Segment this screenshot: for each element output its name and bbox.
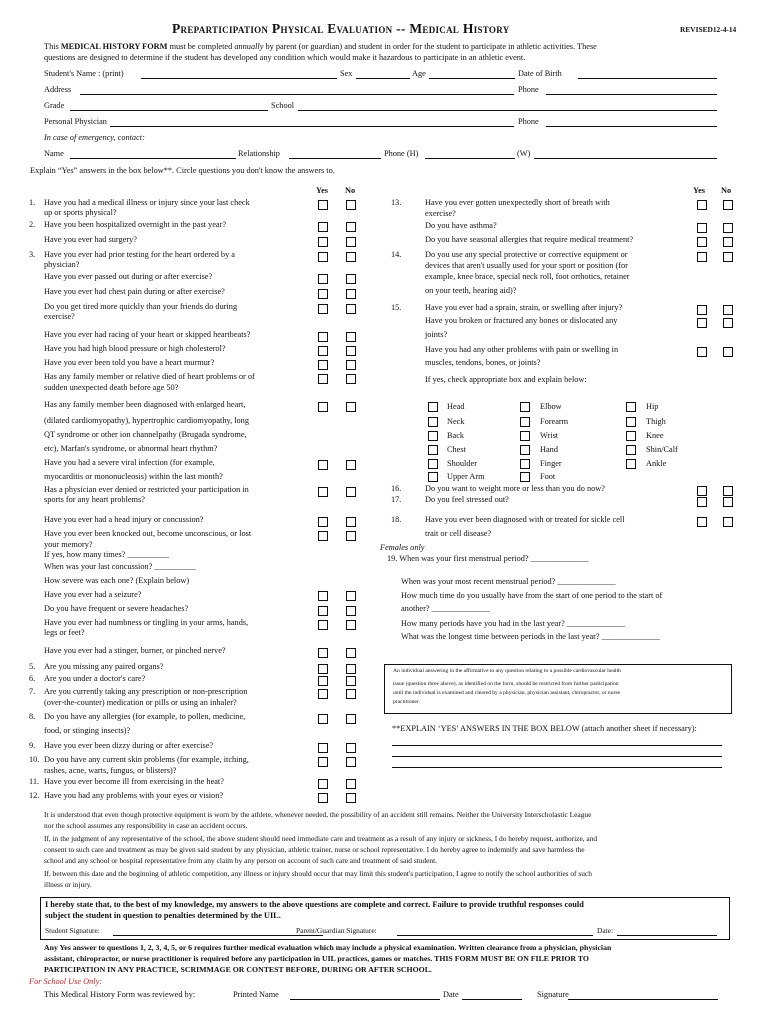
phone2-input[interactable] xyxy=(546,126,717,127)
body-part-label: Knee xyxy=(646,431,664,440)
notice-line: issue (question three above), as identified on the form, should be restricted from further participation xyxy=(393,681,619,687)
intro-line-1: This MEDICAL HISTORY FORM must be completed annually by parent (or guardian) and student in order for the student to participate in athletic activities. These xyxy=(44,42,597,51)
no-checkbox[interactable] xyxy=(346,487,356,497)
body-part-label: Thigh xyxy=(646,417,666,426)
yes-checkbox[interactable] xyxy=(318,664,328,674)
yes-checkbox[interactable] xyxy=(318,757,328,767)
grade-label: Grade xyxy=(44,101,65,110)
question-text: sudden unexpected death before age 50? xyxy=(44,383,179,392)
yes-checkbox[interactable] xyxy=(318,531,328,541)
revised-date: REVISED12-4-14 xyxy=(680,25,737,34)
physician-label: Personal Physician xyxy=(44,117,107,126)
yes-checkbox[interactable] xyxy=(318,237,328,247)
yes-checkbox[interactable] xyxy=(318,200,328,210)
question-text: (over-the-counter) medication or pills or using an inhaler? xyxy=(44,698,237,707)
question-text: trait or cell disease? xyxy=(425,529,492,538)
question-text: myocarditis or mononucleosis) within the last month? xyxy=(44,472,223,481)
question-number: 12. xyxy=(29,791,40,800)
question-text: Are you under a doctor's care? xyxy=(44,674,146,683)
body-part-label: Upper Arm xyxy=(447,472,485,481)
yes-checkbox[interactable] xyxy=(318,222,328,232)
yes-checkbox[interactable] xyxy=(697,497,707,507)
no-checkbox[interactable] xyxy=(723,200,733,210)
question-text: rashes, acne, warts, fungus, or blisters)? xyxy=(44,766,177,775)
student-signature-input[interactable] xyxy=(113,935,323,936)
yes-checkbox[interactable] xyxy=(318,289,328,299)
yes-checkbox[interactable] xyxy=(697,237,707,247)
yes-checkbox[interactable] xyxy=(318,304,328,314)
question-text: Do you have seasonal allergies that require medical treatment? xyxy=(425,235,634,244)
question-text: If yes, how many times? __________ xyxy=(44,550,169,559)
body-part-checkbox[interactable] xyxy=(428,459,438,469)
question-text: Have you ever passed out during or after exercise? xyxy=(44,272,213,281)
question-text: up or sports physical? xyxy=(44,208,117,217)
liability-paragraph: nor the school assumes any responsibility in case an accident occurs. xyxy=(44,821,248,830)
yes-checkbox[interactable] xyxy=(318,689,328,699)
yes-checkbox[interactable] xyxy=(318,487,328,497)
no-checkbox[interactable] xyxy=(346,689,356,699)
body-part-checkbox[interactable] xyxy=(626,459,636,469)
yes-checkbox[interactable] xyxy=(318,252,328,262)
question-text: Have you ever had prior testing for the heart ordered by a xyxy=(44,250,235,259)
question-number: 11. xyxy=(29,777,40,786)
body-part-checkbox[interactable] xyxy=(626,445,636,455)
yes-checkbox[interactable] xyxy=(697,305,707,315)
no-checkbox[interactable] xyxy=(346,360,356,370)
no-checkbox[interactable] xyxy=(346,346,356,356)
address-input[interactable] xyxy=(80,94,514,95)
question-number: 3. xyxy=(29,250,36,259)
question-number: 10. xyxy=(29,755,40,764)
body-part-checkbox[interactable] xyxy=(428,445,438,455)
period-longest-question: What was the longest time between periods in the last year? ______________ xyxy=(401,632,660,641)
yes-checkbox[interactable] xyxy=(318,779,328,789)
question-text: Have you ever had a sprain, strain, or swelling after injury? xyxy=(425,303,623,312)
question-text: (dilated cardiomyopathy), hypertrophic cardiomyopathy, long xyxy=(44,416,249,425)
question-text: Do you have frequent or severe headaches? xyxy=(44,604,189,613)
no-checkbox[interactable] xyxy=(346,714,356,724)
yes-checkbox[interactable] xyxy=(697,252,707,262)
no-checkbox[interactable] xyxy=(346,517,356,527)
question-number: 9. xyxy=(29,741,36,750)
no-checkbox[interactable] xyxy=(346,620,356,630)
question-text: When was your last concussion? __________ xyxy=(44,562,196,571)
phone-w-label: (W) xyxy=(517,149,531,158)
question-text: sports for any heart problems? xyxy=(44,495,145,504)
consent-paragraph: school and any school or hospital representative from any claim by any person on account of such care and treatment of said student. xyxy=(44,856,438,865)
no-checkbox[interactable] xyxy=(346,664,356,674)
physician-input[interactable] xyxy=(110,126,514,127)
question-text: Are you missing any paired organs? xyxy=(44,662,164,671)
explain-instruction: Explain “Yes” answers in the box below**. Circle questions you don't know the answers to. xyxy=(30,166,335,175)
question-text: Do you want to weight more or less than you do now? xyxy=(425,484,605,493)
body-part-checkbox[interactable] xyxy=(520,472,530,482)
no-checkbox[interactable] xyxy=(346,648,356,658)
question-text: your memory? xyxy=(44,540,93,549)
question-text: Have you ever been diagnosed with or treated for sickle cell xyxy=(425,515,625,524)
body-part-label: Finger xyxy=(540,459,562,468)
question-text: joints? xyxy=(425,330,448,339)
question-text: Do you get tired more quickly than your friends do during xyxy=(44,302,238,311)
phone-input[interactable] xyxy=(546,94,717,95)
body-part-checkbox[interactable] xyxy=(520,402,530,412)
relationship-input[interactable] xyxy=(289,158,381,159)
review-signature-label: Signature xyxy=(537,990,569,999)
question-text: Do you use any special protective or corrective equipment or xyxy=(425,250,628,259)
question-text: Have you ever had surgery? xyxy=(44,235,137,244)
yes-checkbox[interactable] xyxy=(318,374,328,384)
yes-checkbox[interactable] xyxy=(318,402,328,412)
no-checkbox[interactable] xyxy=(346,222,356,232)
parent-signature-input[interactable] xyxy=(397,935,593,936)
body-part-checkbox[interactable] xyxy=(428,402,438,412)
form-title: Preparticipation Physical Evaluation -- Medical History xyxy=(172,21,510,36)
no-checkbox[interactable] xyxy=(346,531,356,541)
certification-box xyxy=(40,897,730,940)
yes-checkbox[interactable] xyxy=(318,517,328,527)
yes-checkbox[interactable] xyxy=(318,648,328,658)
no-checkbox[interactable] xyxy=(723,497,733,507)
question-number: 14. xyxy=(391,250,402,259)
body-part-label: Foot xyxy=(540,472,556,481)
body-part-label: Ankle xyxy=(646,459,667,468)
printed-name-label: Printed Name xyxy=(233,990,279,999)
no-checkbox[interactable] xyxy=(346,460,356,470)
body-part-label: Forearm xyxy=(540,417,569,426)
notice-line: An individual answering in the affirmative to any question relating to a possible cardiovascular health xyxy=(393,668,621,674)
contact-name-label: Name xyxy=(44,149,64,158)
no-checkbox[interactable] xyxy=(346,793,356,803)
no-checkbox[interactable] xyxy=(346,237,356,247)
liability-paragraph: It is understood that even though protective equipment is worn by the athlete, whenever needed, the possibility of an accident still remains. Neither the University Interscholastic League xyxy=(44,810,592,819)
body-part-checkbox[interactable] xyxy=(626,431,636,441)
no-checkbox[interactable] xyxy=(346,402,356,412)
school-use-label: For School Use Only: xyxy=(29,977,103,986)
phone-w-input[interactable] xyxy=(534,158,717,159)
question-text: Have you ever had racing of your heart or skipped heartbeats? xyxy=(44,330,251,339)
review-date-label: Date xyxy=(443,990,459,999)
question-text: Have you had a severe viral infection (for example, xyxy=(44,458,215,467)
date-input[interactable] xyxy=(617,935,717,936)
no-checkbox[interactable] xyxy=(346,252,356,262)
question-text: Do you have any allergies (for example, to pollen, medicine, xyxy=(44,712,246,721)
yes-checkbox[interactable] xyxy=(318,606,328,616)
question-text: Have you had high blood pressure or high cholesterol? xyxy=(44,344,226,353)
no-checkbox[interactable] xyxy=(346,779,356,789)
yes-checkbox[interactable] xyxy=(318,743,328,753)
yes-header-right: Yes xyxy=(693,186,705,195)
question-text: Have you ever been dizzy during or after exercise? xyxy=(44,741,214,750)
final-statement: assistant, chiropractor, or nurse practitioner is required before any participation in UIL practices, games or matches. THIS FORM MUST BE ON FILE PRIOR TO xyxy=(44,954,589,963)
question-text: Has any family member or relative died of heart problems or of xyxy=(44,372,255,381)
review-date-input[interactable] xyxy=(462,999,522,1000)
question-text: Have you had any problems with your eyes or vision? xyxy=(44,791,224,800)
yes-checkbox[interactable] xyxy=(318,620,328,630)
question-text: Do you have any current skin problems (for example, itching, xyxy=(44,755,249,764)
no-header-right: No xyxy=(721,186,732,195)
phone-label: Phone xyxy=(518,85,539,94)
question-text: Have you ever been knocked out, become unconscious, or lost xyxy=(44,529,252,538)
body-part-checkbox[interactable] xyxy=(520,431,530,441)
question-text: QT syndrome or other ion channelpathy (Brugada syndrome, xyxy=(44,430,247,439)
contact-name-input[interactable] xyxy=(70,158,236,159)
question-text: Do you have asthma? xyxy=(425,221,497,230)
notify-paragraph: If, between this date and the beginning of athletic competition, any illness or injury should occur that may limit this student's participation, I agree to notify the school authorities of such xyxy=(44,869,592,878)
no-checkbox[interactable] xyxy=(723,486,733,496)
final-statement: Any Yes answer to questions 1, 2, 3, 4, 5, or 6 requires further medical evaluation which may include a physical examination. Written clearance from a physician, physician xyxy=(44,943,612,952)
final-statement: PARTICIPATION IN ANY PRACTICE, SCRIMMAGE OR CONTEST BEFORE, DURING OR AFTER SCHOOL. xyxy=(44,965,432,974)
notify-paragraph: illness or injury. xyxy=(44,880,92,889)
no-checkbox[interactable] xyxy=(723,223,733,233)
question-text: Have you ever had a stinger, burner, or pinched nerve? xyxy=(44,646,226,655)
date-label: Date: xyxy=(597,926,614,935)
no-checkbox[interactable] xyxy=(723,347,733,357)
question-number: 17. xyxy=(391,495,402,504)
school-input[interactable] xyxy=(298,110,717,111)
question-text: Have you ever had a head injury or concussion? xyxy=(44,515,204,524)
notice-line: practitioner. xyxy=(393,699,420,705)
explain-line[interactable] xyxy=(392,767,722,768)
no-checkbox[interactable] xyxy=(723,305,733,315)
no-checkbox[interactable] xyxy=(346,591,356,601)
yes-header-left: Yes xyxy=(316,186,328,195)
question-text: example, knee brace, special neck roll, foot orthotics, retainer xyxy=(425,272,630,281)
question-text: Have you ever gotten unexpectedly short of breath with xyxy=(425,198,610,207)
question-text: If yes, check appropriate box and explain below: xyxy=(425,375,587,384)
question-text: etc), Marfan's syndrome, or abnormal heart rhythm? xyxy=(44,444,218,453)
body-part-label: Shin/Calf xyxy=(646,445,678,454)
question-text: food, or stinging insects)? xyxy=(44,726,131,735)
question-text: Have you ever had a seizure? xyxy=(44,590,142,599)
phone2-label: Phone xyxy=(518,117,539,126)
printed-name-input[interactable] xyxy=(290,999,440,1000)
sex-label: Sex xyxy=(340,69,353,78)
question-number: 7. xyxy=(29,687,36,696)
question-text: devices that aren't usually used for your sport or position (for xyxy=(425,261,628,270)
body-part-label: Hand xyxy=(540,445,558,454)
question-text: How severe was each one? (Explain below) xyxy=(44,576,190,585)
recent-period-question: When was your most recent menstrual period? ______________ xyxy=(401,577,616,586)
no-checkbox[interactable] xyxy=(723,252,733,262)
sex-input[interactable] xyxy=(356,78,410,79)
body-part-label: Hip xyxy=(646,402,659,411)
yes-checkbox[interactable] xyxy=(318,793,328,803)
no-checkbox[interactable] xyxy=(346,304,356,314)
yes-checkbox[interactable] xyxy=(318,332,328,342)
reviewed-by-label: This Medical History Form was reviewed by: xyxy=(44,990,196,999)
yes-checkbox[interactable] xyxy=(697,200,707,210)
no-checkbox[interactable] xyxy=(346,743,356,753)
question-number: 15. xyxy=(391,303,402,312)
age-label: Age xyxy=(412,69,426,78)
cardiovascular-notice-box xyxy=(384,664,732,714)
body-part-label: Elbow xyxy=(540,402,562,411)
question-text: Have you ever become ill from exercising in the heat? xyxy=(44,777,224,786)
question-text: Have you had a medical illness or injury since your last check xyxy=(44,198,250,207)
body-part-checkbox[interactable] xyxy=(428,472,438,482)
body-part-checkbox[interactable] xyxy=(520,459,530,469)
review-signature-input[interactable] xyxy=(568,999,718,1000)
explain-line[interactable] xyxy=(392,756,722,757)
yes-checkbox[interactable] xyxy=(318,676,328,686)
question-number: 18. xyxy=(391,515,402,524)
question-text: Do you feel stressed out? xyxy=(425,495,509,504)
question-number: 5. xyxy=(29,662,36,671)
yes-checkbox[interactable] xyxy=(697,223,707,233)
no-checkbox[interactable] xyxy=(723,517,733,527)
no-checkbox[interactable] xyxy=(723,237,733,247)
relationship-label: Relationship xyxy=(238,149,280,158)
grade-input[interactable] xyxy=(70,110,268,111)
no-checkbox[interactable] xyxy=(346,274,356,284)
question-text: Have you ever been told you have a heart murmur? xyxy=(44,358,215,367)
body-part-label: Head xyxy=(447,402,465,411)
notice-line: until the individual is examined and cleared by a physician, physician assistant, chiropractor, or nurse xyxy=(393,690,621,696)
school-label: School xyxy=(271,101,295,110)
no-checkbox[interactable] xyxy=(346,332,356,342)
question-text: on your teeth, hearing aid)? xyxy=(425,286,517,295)
yes-checkbox[interactable] xyxy=(318,274,328,284)
question-number: 2. xyxy=(29,220,36,229)
dob-input[interactable] xyxy=(578,78,717,79)
question-text: Have you ever had numbness or tingling in your arms, hands, xyxy=(44,618,249,627)
question-number: 1. xyxy=(29,198,36,207)
age-input[interactable] xyxy=(429,78,515,79)
question-number: 13. xyxy=(391,198,402,207)
question-text: physician? xyxy=(44,260,80,269)
explain-line[interactable] xyxy=(392,745,722,746)
no-checkbox[interactable] xyxy=(346,757,356,767)
phone-h-label: Phone (H) xyxy=(384,149,419,158)
no-checkbox[interactable] xyxy=(723,318,733,328)
student-name-input[interactable] xyxy=(141,78,337,79)
question-number: 8. xyxy=(29,712,36,721)
intro-line-2: questions are designed to determine if the student has developed any condition which would make it hazardous to participate in an athletic event. xyxy=(44,53,526,62)
no-checkbox[interactable] xyxy=(346,374,356,384)
question-text: Have you broken or fractured any bones or dislocated any xyxy=(425,316,618,325)
question-text: legs or feet? xyxy=(44,628,85,637)
student-name-label: Student's Name : (print) xyxy=(44,69,124,78)
body-part-label: Shoulder xyxy=(447,459,477,468)
no-checkbox[interactable] xyxy=(346,606,356,616)
body-part-label: Chest xyxy=(447,445,466,454)
body-part-checkbox[interactable] xyxy=(428,417,438,427)
question-text: exercise? xyxy=(44,312,75,321)
body-part-label: Wrist xyxy=(540,431,559,440)
yes-checkbox[interactable] xyxy=(318,714,328,724)
question-text: Are you currently taking any prescription or non-prescription xyxy=(44,687,248,696)
body-part-checkbox[interactable] xyxy=(520,445,530,455)
yes-checkbox[interactable] xyxy=(697,347,707,357)
first-period-question: 19. When was your first menstrual period? ______________ xyxy=(387,554,589,563)
certify-text: I hereby state that, to the best of my knowledge, my answers to the above questions are complete and correct. Failure to provide truthful responses could xyxy=(45,900,584,909)
yes-checkbox[interactable] xyxy=(318,460,328,470)
body-part-checkbox[interactable] xyxy=(428,431,438,441)
emergency-label: In case of emergency, contact: xyxy=(44,133,145,142)
question-number: 16. xyxy=(391,484,402,493)
body-part-label: Back xyxy=(447,431,465,440)
question-text: exercise? xyxy=(425,209,456,218)
body-part-checkbox[interactable] xyxy=(626,402,636,412)
yes-checkbox[interactable] xyxy=(318,591,328,601)
no-checkbox[interactable] xyxy=(346,676,356,686)
no-checkbox[interactable] xyxy=(346,200,356,210)
period-count-question: How many periods have you had in the last year? ______________ xyxy=(401,619,625,628)
body-part-checkbox[interactable] xyxy=(626,417,636,427)
question-text: Have you been hospitalized overnight in the past year? xyxy=(44,220,227,229)
body-part-label: Neck xyxy=(447,417,465,426)
consent-paragraph: If, in the judgment of any representative of the school, the above student should need immediate care and treatment as a result of any injury or sickness, I do hereby request, authorize, and xyxy=(44,834,598,843)
period-time-question-2: another? ______________ xyxy=(401,604,490,613)
body-part-checkbox[interactable] xyxy=(520,417,530,427)
explain-box-heading: **EXPLAIN ‘YES’ ANSWERS IN THE BOX BELOW (attach another sheet if necessary): xyxy=(392,724,697,733)
student-signature-label: Student Signature: xyxy=(45,926,100,935)
no-header-left: No xyxy=(345,186,356,195)
phone-h-input[interactable] xyxy=(425,158,515,159)
certify-text: subject the student in question to penalties determined by the UIL. xyxy=(45,911,281,920)
address-label: Address xyxy=(44,85,72,94)
dob-label: Date of Birth xyxy=(518,69,562,78)
yes-checkbox[interactable] xyxy=(318,360,328,370)
question-text: Has any family member been diagnosed with enlarged heart, xyxy=(44,400,246,409)
yes-checkbox[interactable] xyxy=(697,517,707,527)
period-time-question: How much time do you usually have from the start of one period to the start of xyxy=(401,591,663,600)
question-number: 6. xyxy=(29,674,36,683)
question-text: Has a physician ever denied or restricted your participation in xyxy=(44,485,249,494)
consent-paragraph: consent to such care and treatment as may be given said student by any physician, athletic trainer, nurse or school representative. I do hereby agree to indemnify and save harmless the xyxy=(44,845,585,854)
females-only-label: Females only xyxy=(380,543,425,552)
parent-signature-label: Parent/Guardian Signature: xyxy=(296,926,377,935)
yes-checkbox[interactable] xyxy=(697,486,707,496)
yes-checkbox[interactable] xyxy=(318,346,328,356)
no-checkbox[interactable] xyxy=(346,289,356,299)
question-text: Have you had any other problems with pain or swelling in xyxy=(425,345,619,354)
yes-checkbox[interactable] xyxy=(697,318,707,328)
question-text: muscles, tendons, bones, or joints? xyxy=(425,358,541,367)
question-text: Have you ever had chest pain during or after exercise? xyxy=(44,287,225,296)
